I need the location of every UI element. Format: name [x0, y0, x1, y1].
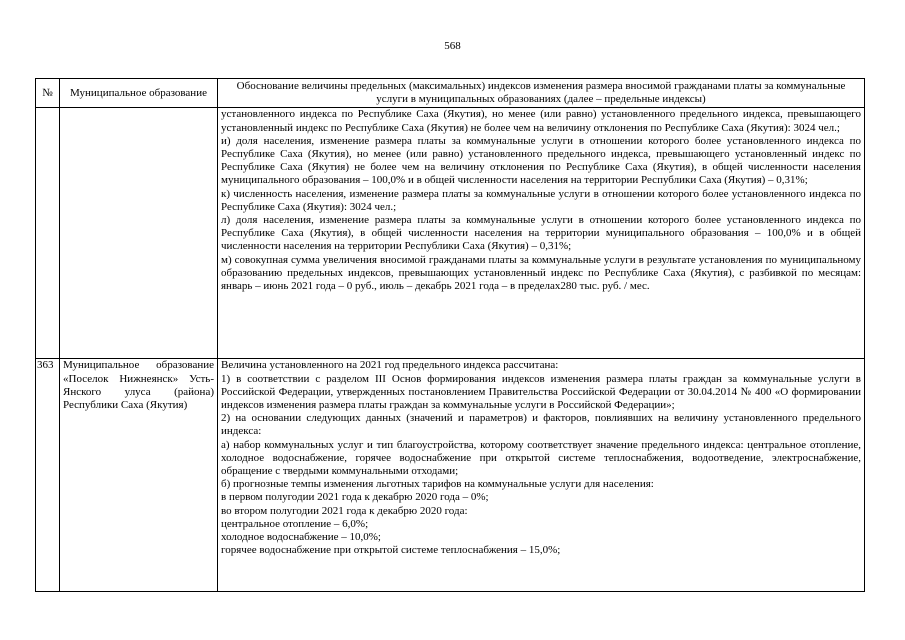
page-number: 568	[444, 40, 461, 52]
paragraph: к) численность населения, изменение размера платы за коммунальные услуги в отношении которого более установленного индекса по Республике Саха (Якутия): 3024 чел.;	[221, 187, 861, 213]
table-row	[36, 359, 865, 592]
row-number: 363	[36, 359, 60, 592]
paragraph: л) доля населения, изменение размера платы за коммунальные услуги в отношении которого более установленного индекса по Республике Саха (Якутия), в общей численности населения на территории муниципального образования – 100,0% и в общей численности населения на территории Республики Саха (Якутия) – 0,31%;	[221, 214, 861, 253]
row-number	[36, 108, 60, 359]
table-row	[36, 108, 865, 359]
paragraph: Величина установленного на 2021 год предельного индекса рассчитана:	[221, 359, 559, 372]
paragraph: в первом полугодии 2021 года к декабрю 2020 года – 0%;	[221, 491, 489, 504]
paragraph: центральное отопление – 6,0%;	[221, 517, 369, 530]
paragraph: 1) в соответствии с разделом III Основ формирования индексов изменения размера платы граждан за коммунальные услуги в Российской Федерации, утвержденных постановлением Правительства Российской Федерации от 30.04.2014 № 400 «О формировании индексов изменения размера платы граждан за коммунальные услуги в Российской Федерации»;	[221, 372, 861, 412]
justification-table	[35, 78, 865, 592]
paragraph: м) совокупная сумма увеличения вносимой гражданами платы за коммунальные услуги в результате установления по муниципальному образованию предельных индексов, превышающих установленный индекс по Республике Саха (Якутия), с разбивкой по месяцам: январь – июнь 2021 года – 0 руб., июль – декабрь 2021 года – в пределах280 тыс. руб. / мес.	[221, 253, 861, 293]
paragraph: 2) на основании следующих данных (значений и параметров) и факторов, повлиявших на величину установленного предельного индекса:	[221, 412, 861, 438]
row-justification	[218, 359, 865, 592]
paragraph: а) набор коммунальных услуг и тип благоустройства, которому соответствует значение предельного индекса: центральное отопление, холодное водоснабжение, горячее водоснабжение при открытой системе теплоснабжения, водоотведение, электроснабжение, обращение с твердыми коммунальными отходами;	[221, 438, 861, 478]
header-municipality: Муниципальное образование	[60, 79, 218, 108]
row-municipality	[60, 108, 218, 359]
paragraph: горячее водоснабжение при открытой системе теплоснабжения – 15,0%;	[221, 544, 561, 557]
paragraph: холодное водоснабжение – 10,0%;	[221, 531, 381, 544]
header-justification: Обоснование величины предельных (максимальных) индексов изменения размера вносимой гражданами платы за коммунальные услуги в муниципальных образованиях (далее – предельные индексы)	[218, 79, 865, 108]
paragraph: и) доля населения, изменение размера платы за коммунальные услуги в отношении которого более установленного индекса по Республике Саха (Якутия), но менее (или равно) установленного предельного индекса, превышающего установленный индекс по Республике Саха (Якутия) не более чем на величину отклонения по Республике Саха (Якутия), в общей численности населения муниципального образования – 100,0% и в общей численности населения на территории Республики Саха (Якутия) – 0,31%;	[221, 134, 861, 187]
paragraph: б) прогнозные темпы изменения льготных тарифов на коммунальные услуги для населения:	[221, 478, 654, 491]
header-number: №	[36, 79, 60, 108]
paragraph: установленного индекса по Республике Саха (Якутия), но менее (или равно) установленного предельного индекса, превышающего установленный индекс по Республике Саха (Якутия) не более чем на величину отклонения по Республике Саха (Якутия): 3024 чел.;	[221, 108, 861, 134]
paragraph: во втором полугодии 2021 года к декабрю 2020 года:	[221, 504, 468, 517]
row-justification	[218, 108, 865, 359]
row-municipality: Муниципальное образование «Поселок Нижнеянск» Усть-Янского улуса (района) Республики Саха (Якутия)	[60, 359, 218, 592]
table-header-row	[36, 79, 865, 108]
